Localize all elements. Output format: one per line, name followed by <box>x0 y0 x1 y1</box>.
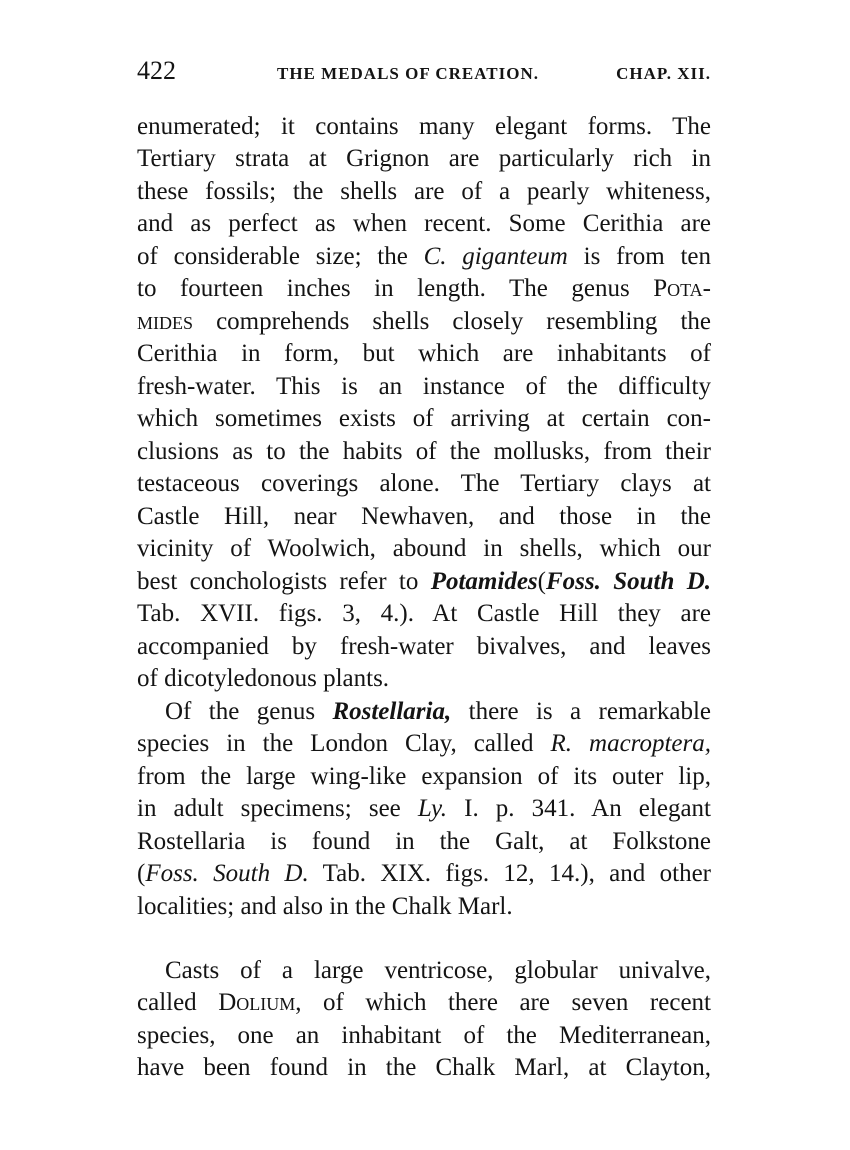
text-line: Tab. XVII. figs. 3, 4.). At Castle Hill they are <box>137 600 711 627</box>
text-run: is from ten <box>567 243 711 270</box>
text-line <box>137 859 711 889</box>
text-line: Cerithia in form, but which are inhabitants of <box>137 340 711 367</box>
genus-name: Dolium, <box>218 989 302 1016</box>
reference: Ly. <box>417 795 448 822</box>
text-run: in adult specimens; see <box>137 795 418 822</box>
genus-name: Pota- <box>653 275 711 302</box>
text-run: I. p. 341. An elegant <box>447 795 711 822</box>
text-run: ( <box>137 860 146 887</box>
text-run: comprehends shells closely resembling the <box>193 308 711 335</box>
text-line: enumerated; it contains many elegant forms. The <box>137 113 711 140</box>
chapter-label: CHAP. XII. <box>616 64 711 83</box>
species-name: R. macroptera, <box>550 730 711 757</box>
page-number: 422 <box>137 56 176 85</box>
text-line: Rostellaria is found in the Galt, at Folkstone <box>137 828 711 855</box>
genus-name: Potamides <box>430 568 538 595</box>
text-run: of which there are seven recent <box>301 989 711 1016</box>
text-line: Tertiary strata at Grignon are particularly rich in <box>137 145 711 172</box>
text-run: of considerable size; the <box>137 243 424 270</box>
text-line: localities; and also in the Chalk Marl. <box>137 893 513 920</box>
text-line: species, one an inhabitant of the Mediterranean, <box>137 1022 711 1049</box>
text-line: testaceous coverings alone. The Tertiary clays at <box>137 470 711 497</box>
species-name: C. giganteum <box>423 243 568 270</box>
text-run: there is a remarkable <box>451 698 711 725</box>
text-line: accompanied by fresh-water bivalves, and leaves <box>137 633 711 660</box>
text-line: and as perfect as when recent. Some Cerithia are <box>137 210 711 237</box>
text-line <box>137 988 711 1018</box>
text-line: from the large wing-like expansion of its outer lip, <box>137 763 711 790</box>
text-run: Tab. XIX. figs. 12, 14.), and other <box>308 860 711 887</box>
text-run: called <box>137 989 219 1016</box>
reference: Foss. South D. <box>545 568 711 595</box>
text-run: Of the genus <box>165 698 333 725</box>
text-line: Casts of a large ventricose, globular univalve, <box>165 957 711 984</box>
text-line <box>137 242 711 272</box>
text-line <box>137 567 711 597</box>
running-header <box>137 56 711 90</box>
text-run: to fourteen inches in length. The genus <box>137 275 654 302</box>
text-line: vicinity of Woolwich, abound in shells, which our <box>137 535 711 562</box>
genus-name: mides <box>137 308 194 335</box>
text-line: which sometimes exists of arriving at certain con- <box>137 405 711 432</box>
text-line: have been found in the Chalk Marl, at Clayton, <box>137 1054 711 1081</box>
text-line: these fossils; the shells are of a pearly whiteness, <box>137 178 711 205</box>
text-line: clusions as to the habits of the mollusks, from their <box>137 438 711 465</box>
text-line: fresh-water. This is an instance of the difficulty <box>137 373 711 400</box>
text-run: ( <box>537 568 546 595</box>
reference: Foss. South D. <box>145 860 309 887</box>
text-line <box>137 794 711 824</box>
text-line <box>137 274 711 304</box>
text-line <box>137 307 711 337</box>
genus-name: Rostellaria, <box>332 698 452 725</box>
text-run: best conchologists refer to <box>137 568 431 595</box>
text-line: Castle Hill, near Newhaven, and those in the <box>137 503 711 530</box>
text-line <box>165 697 711 727</box>
text-line: of dicotyledonous plants. <box>137 665 390 692</box>
text-line <box>137 729 711 759</box>
text-run: species in the London Clay, called <box>137 730 551 757</box>
running-title: THE MEDALS OF CREATION. <box>277 64 539 83</box>
